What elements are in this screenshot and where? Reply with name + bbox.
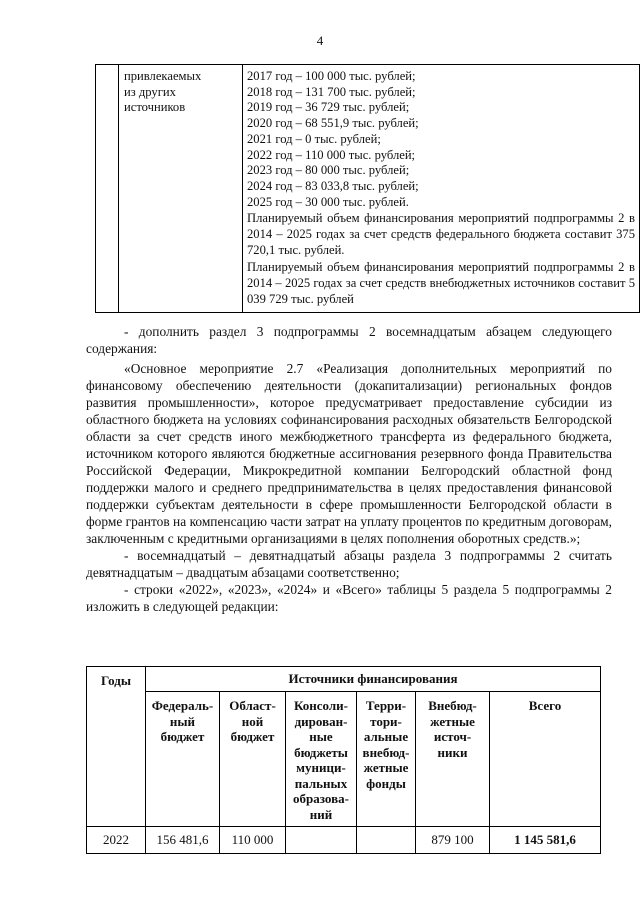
header-regional: Област- ной бюджет [220, 692, 286, 827]
extrabudget-paragraph: Планируемый объем финансирования мероприятий подпрограммы 2 в 2014 – 2025 годах за счет средств внебюджетных источников составит 5 039 729 тыс. рублей [247, 260, 635, 306]
paragraph: - восемнадцатый – девятнадцатый абзацы раздела 3 подпрограммы 2 считать девятнадцатым – двадцатым абзацами соответственно; [86, 548, 612, 580]
source-label-line: из других [124, 84, 176, 99]
cell-federal: 156 481,6 [146, 827, 220, 854]
header-territorial: Терри- тори- альные внебюд- жетные фонды [357, 692, 416, 827]
header-sources: Источники финансирования [146, 667, 601, 692]
year-amount-line: 2017 год – 100 000 тыс. рублей; [247, 69, 416, 83]
year-amount-line: 2025 год – 30 000 тыс. рублей. [247, 194, 409, 209]
paragraph: «Основное мероприятие 2.7 «Реализация дополнительных мероприятий по финансовому обеспечению деятельности (докапитализации) региональных фондов развития промышленности», которое предусматривает предоставление субсидии из областного бюджета на условиях софинансирования расходных обязательств Белгородской области за счет средств иного межбюджетного трансферта из федерального бюджета, источником которого являются бюджетные ассигнования резервного фонда Правительства Российской Федерации, Микрокредитной компании Белгородский областной фонд поддержки малого и среднего предпринимательства в целях предоставления финансовой поддержки субъектам деятельности в сфере промышленности Белгородской области в форме грантов на компенсацию части затрат на уплату процентов по кредитным договорам, заключенным с кредитными организациями в целях пополнения оборотных средств.»; [86, 361, 612, 546]
header-extrabudget: Внебюд- жетные источ- ники [416, 692, 490, 827]
source-label-line: источников [124, 100, 186, 115]
empty-cell [96, 65, 119, 313]
table-row [87, 827, 601, 854]
cell-municipal [286, 827, 357, 854]
year-amount-line: 2019 год – 36 729 тыс. рублей; [247, 100, 410, 115]
funding-sources-table [95, 64, 640, 313]
page-number: 4 [316, 33, 324, 48]
table-row [96, 65, 640, 313]
year-amount-line: 2023 год – 80 000 тыс. рублей; [247, 163, 410, 178]
header-total: Всего [490, 692, 601, 827]
cell-year: 2022 [87, 827, 146, 854]
paragraph: - дополнить раздел 3 подпрограммы 2 восемнадцатым абзацем следующего содержания: [86, 324, 612, 356]
federal-budget-paragraph: Планируемый объем финансирования мероприятий подпрограммы 2 в 2014 – 2025 годах за счет средств федерального бюджета составит 375 720,1 тыс. рублей. [247, 211, 635, 257]
table-subheader-row [87, 692, 601, 827]
year-amount-line: 2018 год – 131 700 тыс. рублей; [247, 84, 416, 99]
cell-total: 1 145 581,6 [490, 827, 601, 854]
cell-extrabudget: 879 100 [416, 827, 490, 854]
source-label-line: привлекаемых [124, 69, 202, 83]
year-amount-line: 2022 год – 110 000 тыс. рублей; [247, 147, 416, 162]
source-values-cell [243, 65, 640, 313]
table-header-row [87, 667, 601, 692]
cell-regional: 110 000 [220, 827, 286, 854]
year-amount-line: 2021 год – 0 тыс. рублей; [247, 131, 381, 146]
header-years: Годы [87, 667, 146, 827]
paragraph: - строки «2022», «2023», «2024» и «Всего» таблицы 5 раздела 5 подпрограммы 2 изложить в следующей редакции: [86, 582, 612, 614]
body-text [86, 323, 612, 615]
cell-territorial [357, 827, 416, 854]
year-amount-line: 2024 год – 83 033,8 тыс. рублей; [247, 178, 419, 193]
year-amount-line: 2020 год – 68 551,9 тыс. рублей; [247, 116, 419, 131]
finance-table [86, 666, 601, 854]
header-federal: Федераль- ный бюджет [146, 692, 220, 827]
header-municipal: Консоли- дирован- ные бюджеты муници- пальных образова- ний [286, 692, 357, 827]
source-label-cell [119, 65, 243, 313]
